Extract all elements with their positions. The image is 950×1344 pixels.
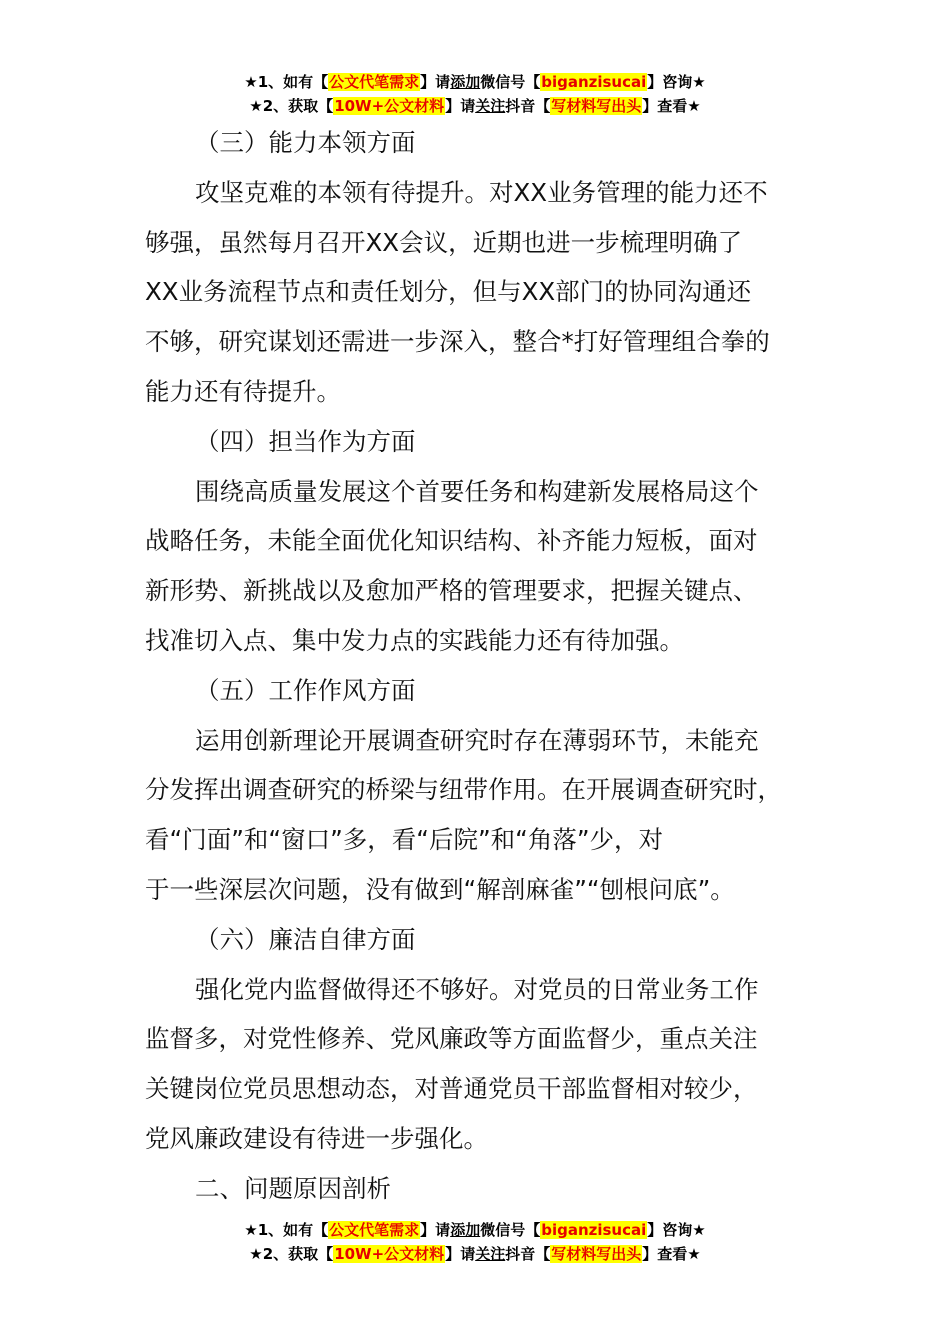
highlight-wechat-id: biganzisucai	[541, 73, 647, 91]
paragraph-5	[145, 716, 807, 915]
top-banner	[0, 70, 950, 118]
highlight-materials: 10W+公文材料	[334, 97, 445, 115]
paragraph-line: 能力还有待提升。	[145, 376, 341, 406]
paragraph-line: 攻坚克难的本领有待提升。对XX业务管理的能力还不	[195, 177, 768, 207]
highlight-materials: 10W+公文材料	[334, 1245, 445, 1263]
section-heading-5: （五）工作作风方面	[195, 675, 416, 705]
highlight-ghostwriting: 公文代笔需求	[329, 73, 420, 91]
banner-line-1: ★1、如有【公文代笔需求】请添加微信号【biganzisucai】咨询★	[244, 73, 706, 91]
section-heading-3: （三）能力本领方面	[195, 128, 416, 157]
paragraph-line: 围绕高质量发展这个首要任务和构建新发展格局这个	[195, 476, 759, 506]
paragraph-line: 分发挥出调查研究的桥梁与纽带作用。在开展调查研究时，	[145, 775, 782, 805]
document-body	[145, 118, 807, 1214]
paragraph-line: 于一些深层次问题，没有做到“解剖麻雀”“刨根问底”。	[145, 874, 735, 904]
paragraph-4	[145, 467, 807, 666]
highlight-wechat-id: biganzisucai	[541, 1221, 647, 1239]
paragraph-line: 党风廉政建设有待进一步强化。	[145, 1123, 488, 1153]
paragraph-line: 不够，研究谋划还需进一步深入，整合*打好管理组合拳的	[145, 327, 770, 357]
banner-line-2: ★2、获取【10W+公文材料】请关注抖音【写材料写出头】查看★	[249, 1245, 701, 1263]
paragraph-line: 运用创新理论开展调查研究时存在薄弱环节，未能充	[195, 725, 759, 755]
paragraph-line: 关键岗位党员思想动态，对普通党员干部监督相对较少，	[145, 1074, 758, 1104]
banner-line-2: ★2、获取【10W+公文材料】请关注抖音【写材料写出头】查看★	[249, 97, 701, 115]
paragraph-6	[145, 965, 807, 1164]
paragraph-line: 强化党内监督做得还不够好。对党员的日常业务工作	[195, 974, 759, 1004]
paragraph-line: 找准切入点、集中发力点的实践能力还有待加强。	[145, 625, 684, 655]
highlight-ghostwriting: 公文代笔需求	[329, 1221, 420, 1239]
highlight-douyin: 写材料写出头	[551, 1245, 642, 1263]
paragraph-line: 看“门面”和“窗口”多，看“后院”和“角落”少，对	[145, 825, 664, 855]
part-heading-2: 二、问题原因剖析	[195, 1173, 391, 1203]
paragraph-line: XX业务流程节点和责任划分，但与XX部门的协同沟通还	[145, 277, 752, 307]
paragraph-line: 监督多，对党性修养、党风廉政等方面监督少，重点关注	[145, 1024, 758, 1054]
bottom-banner	[0, 1218, 950, 1266]
section-heading-4: （四）担当作为方面	[195, 426, 416, 456]
paragraph-3	[145, 168, 807, 417]
paragraph-line: 新形势、新挑战以及愈加严格的管理要求，把握关键点、	[145, 576, 758, 606]
section-heading-6: （六）廉洁自律方面	[195, 924, 416, 954]
highlight-douyin: 写材料写出头	[551, 97, 642, 115]
banner-line-1: ★1、如有【公文代笔需求】请添加微信号【biganzisucai】咨询★	[244, 1221, 706, 1239]
paragraph-line: 够强，虽然每月召开XX会议，近期也进一步梳理明确了	[145, 227, 743, 257]
paragraph-line: 战略任务，未能全面优化知识结构、补齐能力短板，面对	[145, 526, 758, 556]
